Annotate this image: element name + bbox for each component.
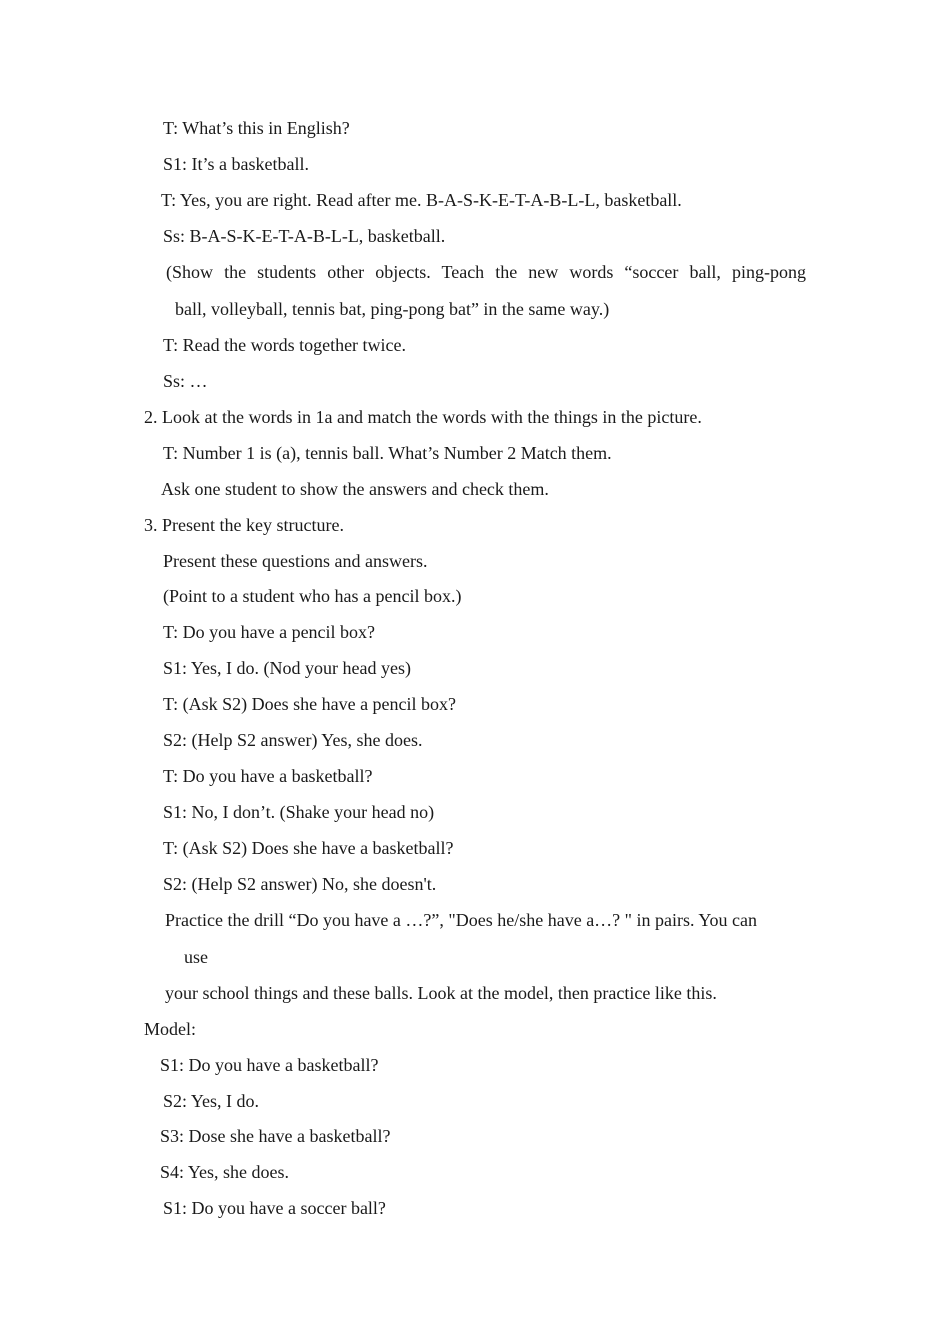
text-line: T: (Ask S2) Does she have a basketball? <box>163 838 454 858</box>
text-line: S1: No, I don’t. (Shake your head no) <box>163 802 435 822</box>
text-line: S2: (Help S2 answer) No, she doesn't. <box>163 874 437 894</box>
model-heading: Model: <box>144 1019 196 1039</box>
text-line: T: Do you have a basketball? <box>163 766 373 786</box>
text-line: (Show the students other objects. Teach the new words “soccer ball, ping-pong <box>166 262 806 282</box>
numbered-step-heading: 3. Present the key structure. <box>144 515 344 535</box>
text-line: use <box>184 947 208 967</box>
text-line: Ss: B-A-S-K-E-T-A-B-L-L, basketball. <box>163 226 446 246</box>
text-line: Ss: … <box>163 371 208 391</box>
text-line: T: Number 1 is (a), tennis ball. What’s Number 2 Match them. <box>163 443 612 463</box>
text-line: ball, volleyball, tennis bat, ping-pong bat” in the same way.) <box>175 299 610 319</box>
text-line: (Point to a student who has a pencil box.) <box>163 586 462 606</box>
text-line: S2: (Help S2 answer) Yes, she does. <box>163 730 423 750</box>
text-line: T: Do you have a pencil box? <box>163 622 376 642</box>
text-line: S1: Yes, I do. (Nod your head yes) <box>163 658 411 678</box>
text-line: Ask one student to show the answers and check them. <box>161 479 549 499</box>
text-line: T: What’s this in English? <box>163 118 350 138</box>
text-line: T: Read the words together twice. <box>163 335 407 355</box>
text-line: S2: Yes, I do. <box>163 1091 260 1111</box>
text-line: S4: Yes, she does. <box>160 1162 290 1182</box>
text-line: Practice the drill “Do you have a …?”, "Does he/she have a…? " in pairs. You can <box>165 910 758 930</box>
text-line: S1: It’s a basketball. <box>163 154 309 174</box>
text-line: Present these questions and answers. <box>163 551 428 571</box>
text-line: T: Yes, you are right. Read after me. B-A-S-K-E-T-A-B-L-L, basketball. <box>161 190 682 210</box>
text-line: T: (Ask S2) Does she have a pencil box? <box>163 694 457 714</box>
text-line: S1: Do you have a soccer ball? <box>163 1198 386 1218</box>
text-line: S3: Dose she have a basketball? <box>160 1126 391 1146</box>
numbered-step-heading: 2. Look at the words in 1a and match the words with the things in the picture. <box>144 407 702 427</box>
text-line: S1: Do you have a basketball? <box>160 1055 379 1075</box>
text-line: your school things and these balls. Look at the model, then practice like this. <box>165 983 717 1003</box>
